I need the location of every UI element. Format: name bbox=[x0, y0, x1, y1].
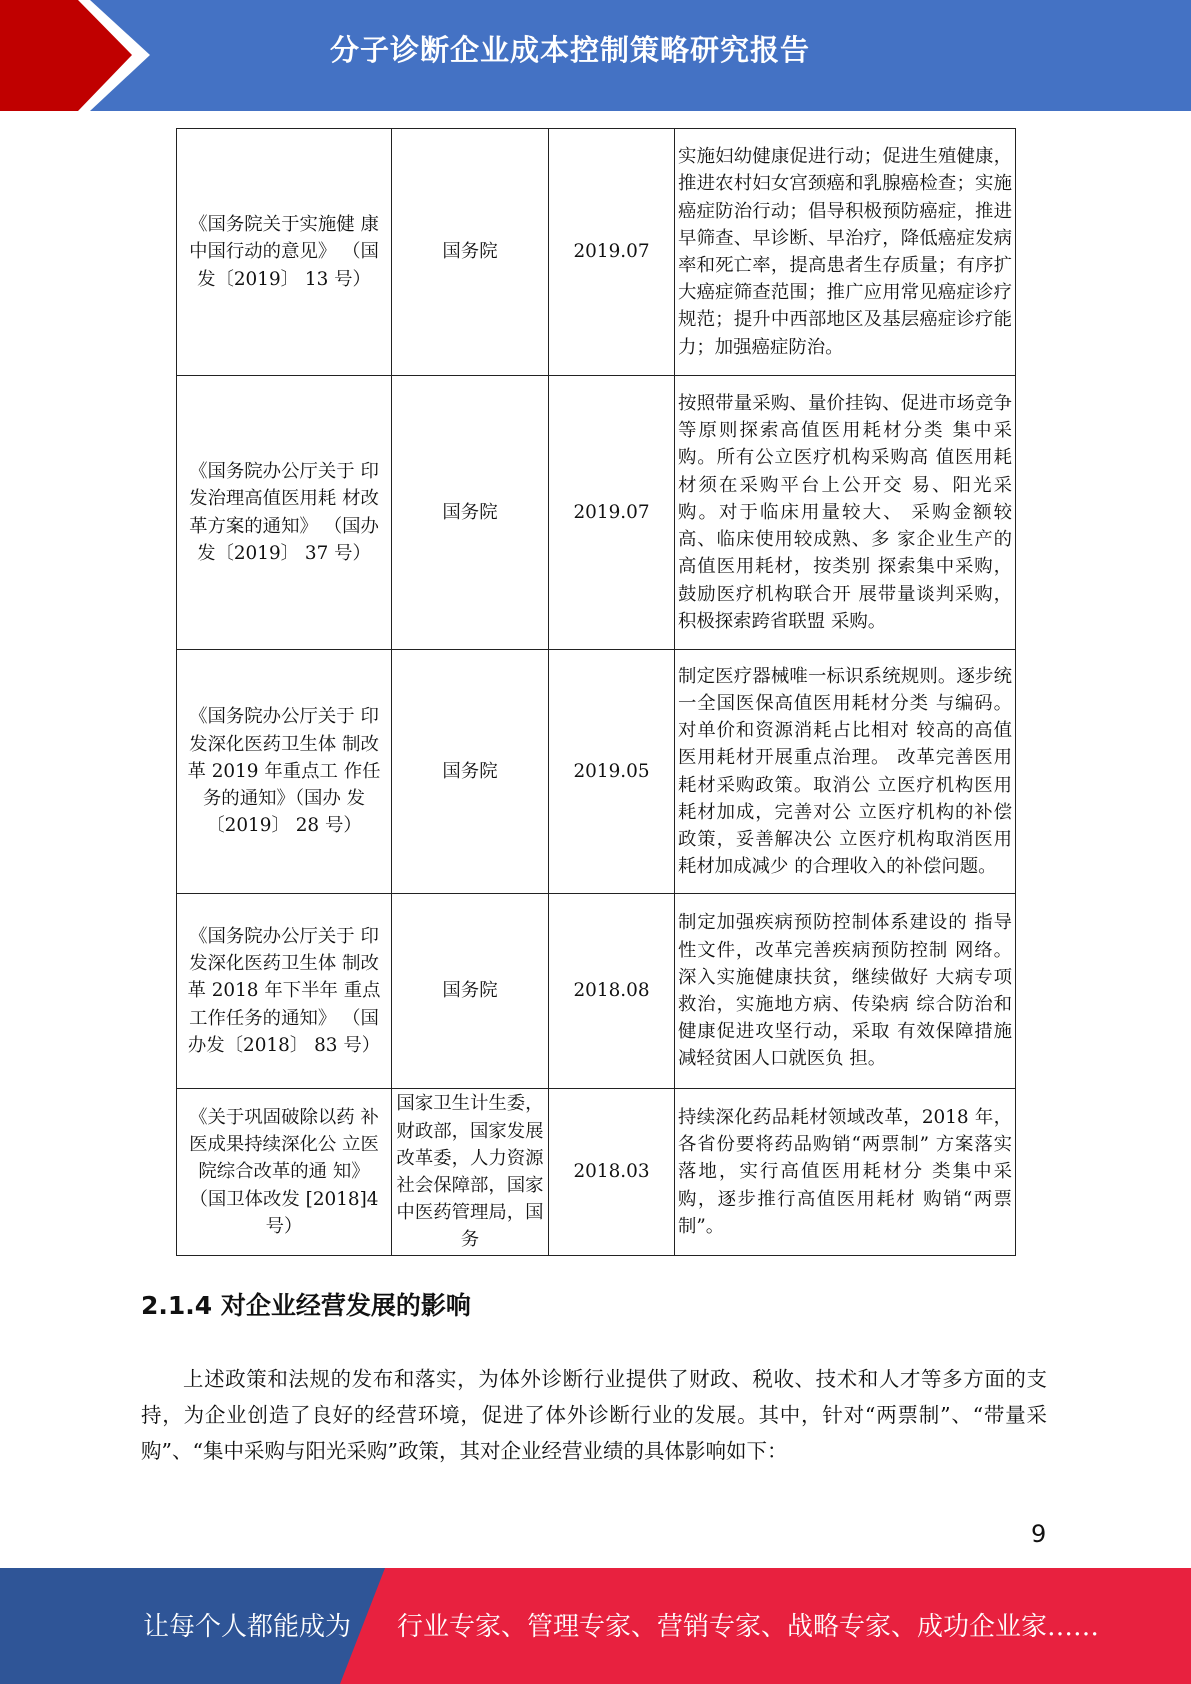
table-row bbox=[177, 650, 1016, 894]
table-row bbox=[177, 376, 1016, 650]
page-footer bbox=[0, 1568, 1191, 1684]
policy-name-cell: 《国务院办公厅关于 印发治理高值医用耗 材改革方案的通知》 （国办发〔2019〕 37 号） bbox=[177, 376, 392, 650]
policy-content-cell: 制定加强疾病预防控制体系建设的 指导性文件，改革完善疾病预防控制 网络。深入实施健康扶贫，继续做好 大病专项救治，实施地方病、传染病 综合防治和健康促进攻坚行动，采取 有效保障措施减轻贫困人口就医负 担。 bbox=[675, 894, 1016, 1089]
issue-date-cell: 2018.08 bbox=[549, 894, 675, 1089]
report-title: 分子诊断企业成本控制策略研究报告 bbox=[330, 33, 811, 67]
issue-date-cell: 2019.07 bbox=[549, 376, 675, 650]
policy-name-cell: 《国务院关于实施健 康中国行动的意见》 （国发〔2019〕 13 号） bbox=[177, 129, 392, 376]
table-row bbox=[177, 129, 1016, 376]
table-row bbox=[177, 1089, 1016, 1256]
issuing-org-cell: 国务院 bbox=[392, 129, 549, 376]
issuing-org-cell: 国家卫生计生委，财政部，国家发展改革委，人力资源社会保障部，国家中医药管理局，国务 bbox=[392, 1089, 549, 1256]
page-number: 9 bbox=[1031, 1520, 1047, 1548]
section-heading: 2.1.4 对企业经营发展的影响 bbox=[141, 1291, 471, 1320]
page-header bbox=[0, 0, 1191, 111]
issue-date-cell: 2019.07 bbox=[549, 129, 675, 376]
footer-slogan-right: 行业专家、管理专家、营销专家、战略专家、成功企业家…… bbox=[397, 1612, 1100, 1642]
policy-content-cell: 实施妇幼健康促进行动；促进生殖健康，推进农村妇女宫颈癌和乳腺癌检查；实施癌症防治行动；倡导积极预防癌症，推进早筛查、早诊断、早治疗，降低癌症发病率和死亡率，提高患者生存质量；有序扩大癌症筛查范围；推广应用常见癌症诊疗规范；提升中西部地区及基层癌症诊疗能力；加强癌症防治。 bbox=[675, 129, 1016, 376]
issuing-org-cell: 国务院 bbox=[392, 650, 549, 894]
policy-name-cell: 《国务院办公厅关于 印发深化医药卫生体 制改革 2019 年重点工 作任务的通知》（国办 发〔2019〕 28 号） bbox=[177, 650, 392, 894]
table-row bbox=[177, 894, 1016, 1089]
policy-content-cell: 制定医疗器械唯一标识系统规则。逐步统一全国医保高值医用耗材分类 与编码。对单价和资源消耗占比相对 较高的高值医用耗材开展重点治理。 改革完善医用耗材采购政策。取消公 立医疗机构医用耗材加成，完善对公 立医疗机构的补偿政策，妥善解决公 立医疗机构取消医用耗材加成减少 的合理收入的补偿问题。 bbox=[675, 650, 1016, 894]
policy-name-cell: 《关于巩固破除以药 补医成果持续深化公 立医院综合改革的通 知》 （国卫体改发 [2018]4 号） bbox=[177, 1089, 392, 1256]
issue-date-cell: 2019.05 bbox=[549, 650, 675, 894]
policy-table bbox=[176, 128, 1016, 1256]
policy-name-cell: 《国务院办公厅关于 印发深化医药卫生体 制改革 2018 年下半年 重点工作任务的通知》 （国办发〔2018〕 83 号） bbox=[177, 894, 392, 1089]
body-paragraph: 上述政策和法规的发布和落实，为体外诊断行业提供了财政、税收、技术和人才等多方面的支持，为企业创造了良好的经营环境，促进了体外诊断行业的发展。其中，针对“两票制”、“带量采购”、“集中采购与阳光采购”政策，其对企业经营业绩的具体影响如下： bbox=[141, 1367, 1047, 1463]
policy-content-cell: 按照带量采购、量价挂钩、促进市场竞争等原则探索高值医用耗材分类 集中采购。所有公立医疗机构采购高 值医用耗材须在采购平台上公开交 易、阳光采购。对于临床用量较大、 采购金额较高、临床使用较成熟、多 家企业生产的高值医用耗材，按类别 探索集中采购，鼓励医疗机构联合开 展带量谈判采购，积极探索跨省联盟 采购。 bbox=[675, 376, 1016, 650]
issuing-org-cell: 国务院 bbox=[392, 376, 549, 650]
policy-content-cell: 持续深化药品耗材领域改革，2018 年，各省份要将药品购销“两票制” 方案落实落地，实行高值医用耗材分 类集中采购，逐步推行高值医用耗材 购销“两票制”。 bbox=[675, 1089, 1016, 1256]
footer-slogan-left: 让每个人都能成为 bbox=[143, 1612, 352, 1642]
issuing-org-cell: 国务院 bbox=[392, 894, 549, 1089]
issue-date-cell: 2018.03 bbox=[549, 1089, 675, 1256]
